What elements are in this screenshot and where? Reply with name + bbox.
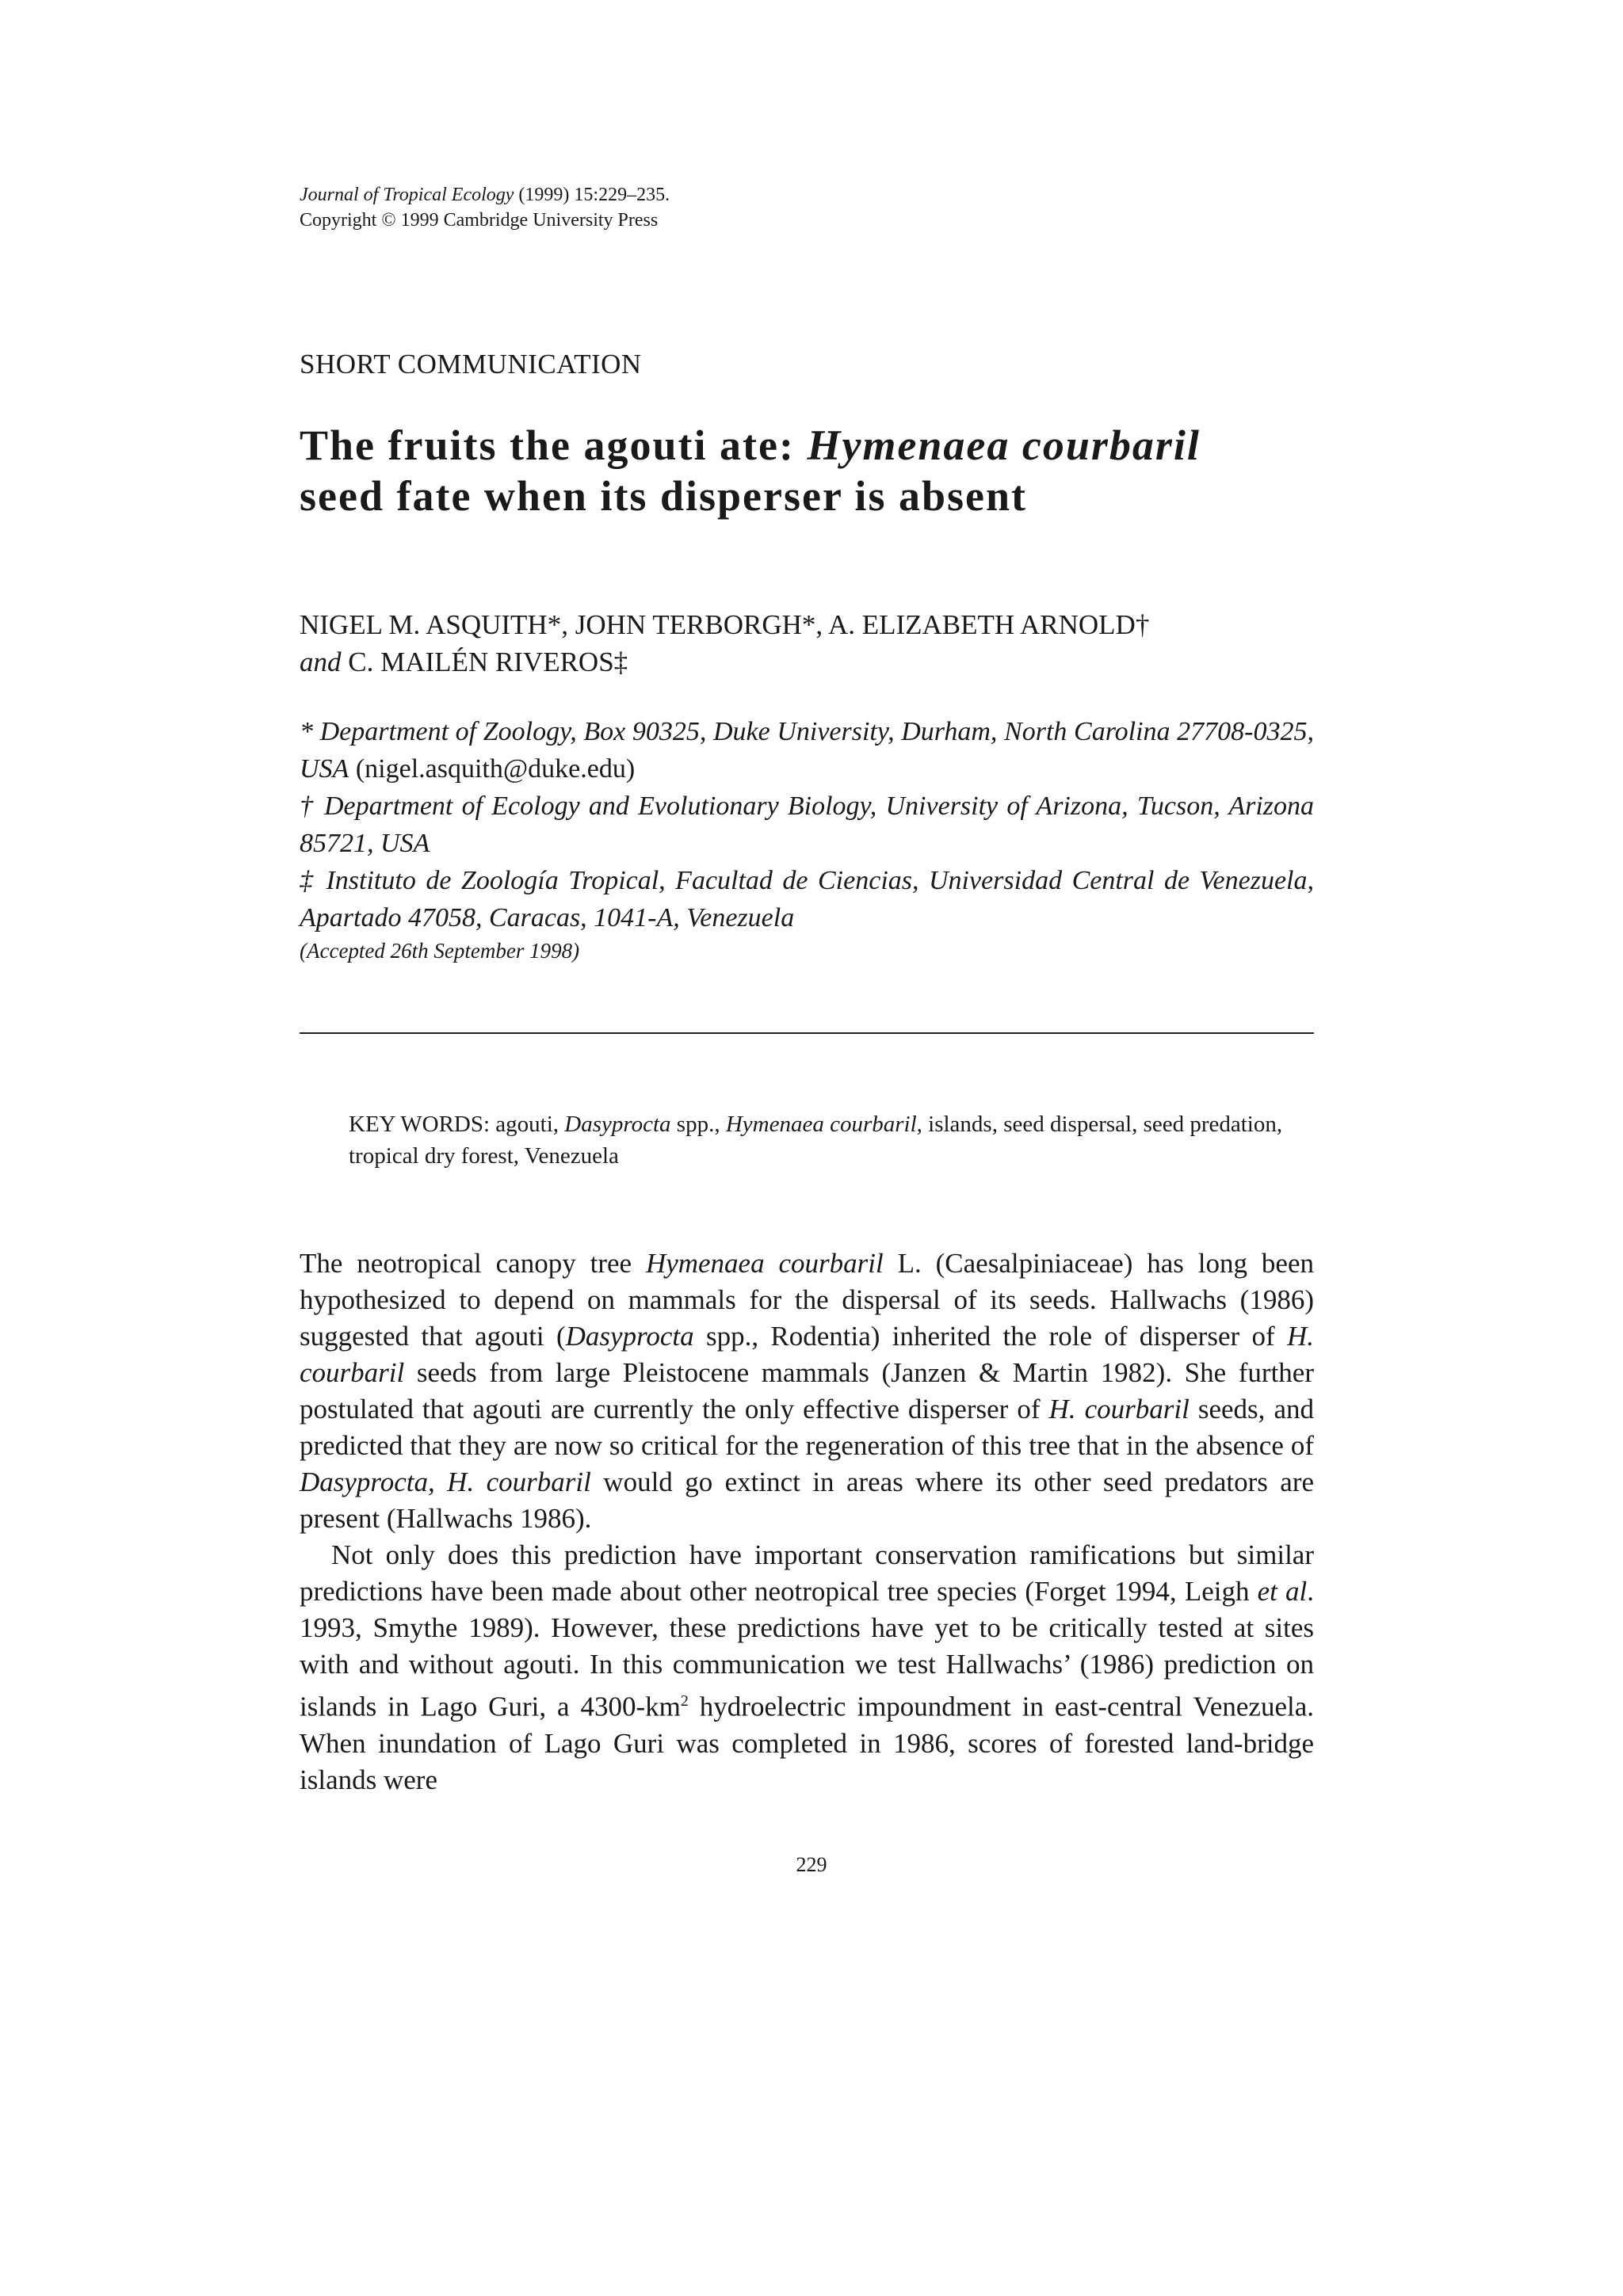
paragraph-2: Not only does this prediction have important conservation ramifications but similar predictions have been made about other neotropical tree species (Forget 1994, Leigh et al. 1993, Smythe 1989). However, these predictions have yet to be critically tested at sites with and without agouti. In this communication we test Hallwachs’ (1986) prediction on islands in Lago Guri, a $4300-km^2$ hydroelectric impoundment in east-central Venezuela. When inundation of Lago Guri was completed in 1986, scores of forested land-bridge islands were [300,1539,1314,1795]
page-number: 229 [796,1853,827,1876]
body-text [300,1245,1314,1798]
divider-rule [300,1032,1314,1034]
accepted-date: (Accepted 26th September 1998) [300,939,580,963]
section-label: SHORT COMMUNICATION [300,349,642,379]
author-email: (nigel.asquith@duke.edu) [349,754,636,784]
article-title: The fruits the agouti ate: Hymenaea courbaril seed fate when its disperser is absent [300,421,1201,520]
affiliation-arizona: † Department of Ecology and Evolutionary Biology, University of Arizona, Tucson, Arizona 85721, USA [300,791,1314,858]
paragraph-1: The neotropical canopy tree Hymenaea courbaril L. (Caesalpiniaceae) has long been hypothesized to depend on mammals for the dispersal of its seeds. Hallwachs (1986) suggested that agouti (Dasyprocta spp., Rodentia) inherited the role of disperser of H. courbaril seeds from large Pleistocene mammals (Janzen & Martin 1982). She further postulated that agouti are currently the only effective disperser of H. courbaril seeds, and predicted that they are now so critical for the regeneration of this tree that in the absence of Dasyprocta, H. courbaril would go extinct in areas where its other seed predators are present (Hallwachs 1986). [300,1248,1315,1534]
author-list: NIGEL M. ASQUITH*, JOHN TERBORGH*, A. ELIZABETH ARNOLD† and C. MAILÉN RIVEROS‡ [300,609,1150,677]
journal-header [300,182,1330,233]
affiliations [300,713,1314,936]
journal-citation: Journal of Tropical Ecology (1999) 15:229–235. [300,185,670,205]
affiliation-duke: * Department of Zoology, Box 90325, Duke University, Durham, North Carolina 27708-0325, USA (nigel.asquith@duke.edu) [300,717,1314,784]
keywords: KEY WORDS: agouti, Dasyprocta spp., Hymenaea courbaril, islands, seed dispersal, seed predation, tropical dry forest, Venezuela [349,1112,1283,1169]
affiliation-venezuela: ‡ Instituto de Zoología Tropical, Facultad de Ciencias, Universidad Central de Venezuela, Apartado 47058, Caracas, 1041-A, Venezuela [300,866,1314,933]
copyright-line: Copyright © 1999 Cambridge University Press [300,210,659,231]
journal-name: Journal of Tropical Ecology [300,185,514,205]
